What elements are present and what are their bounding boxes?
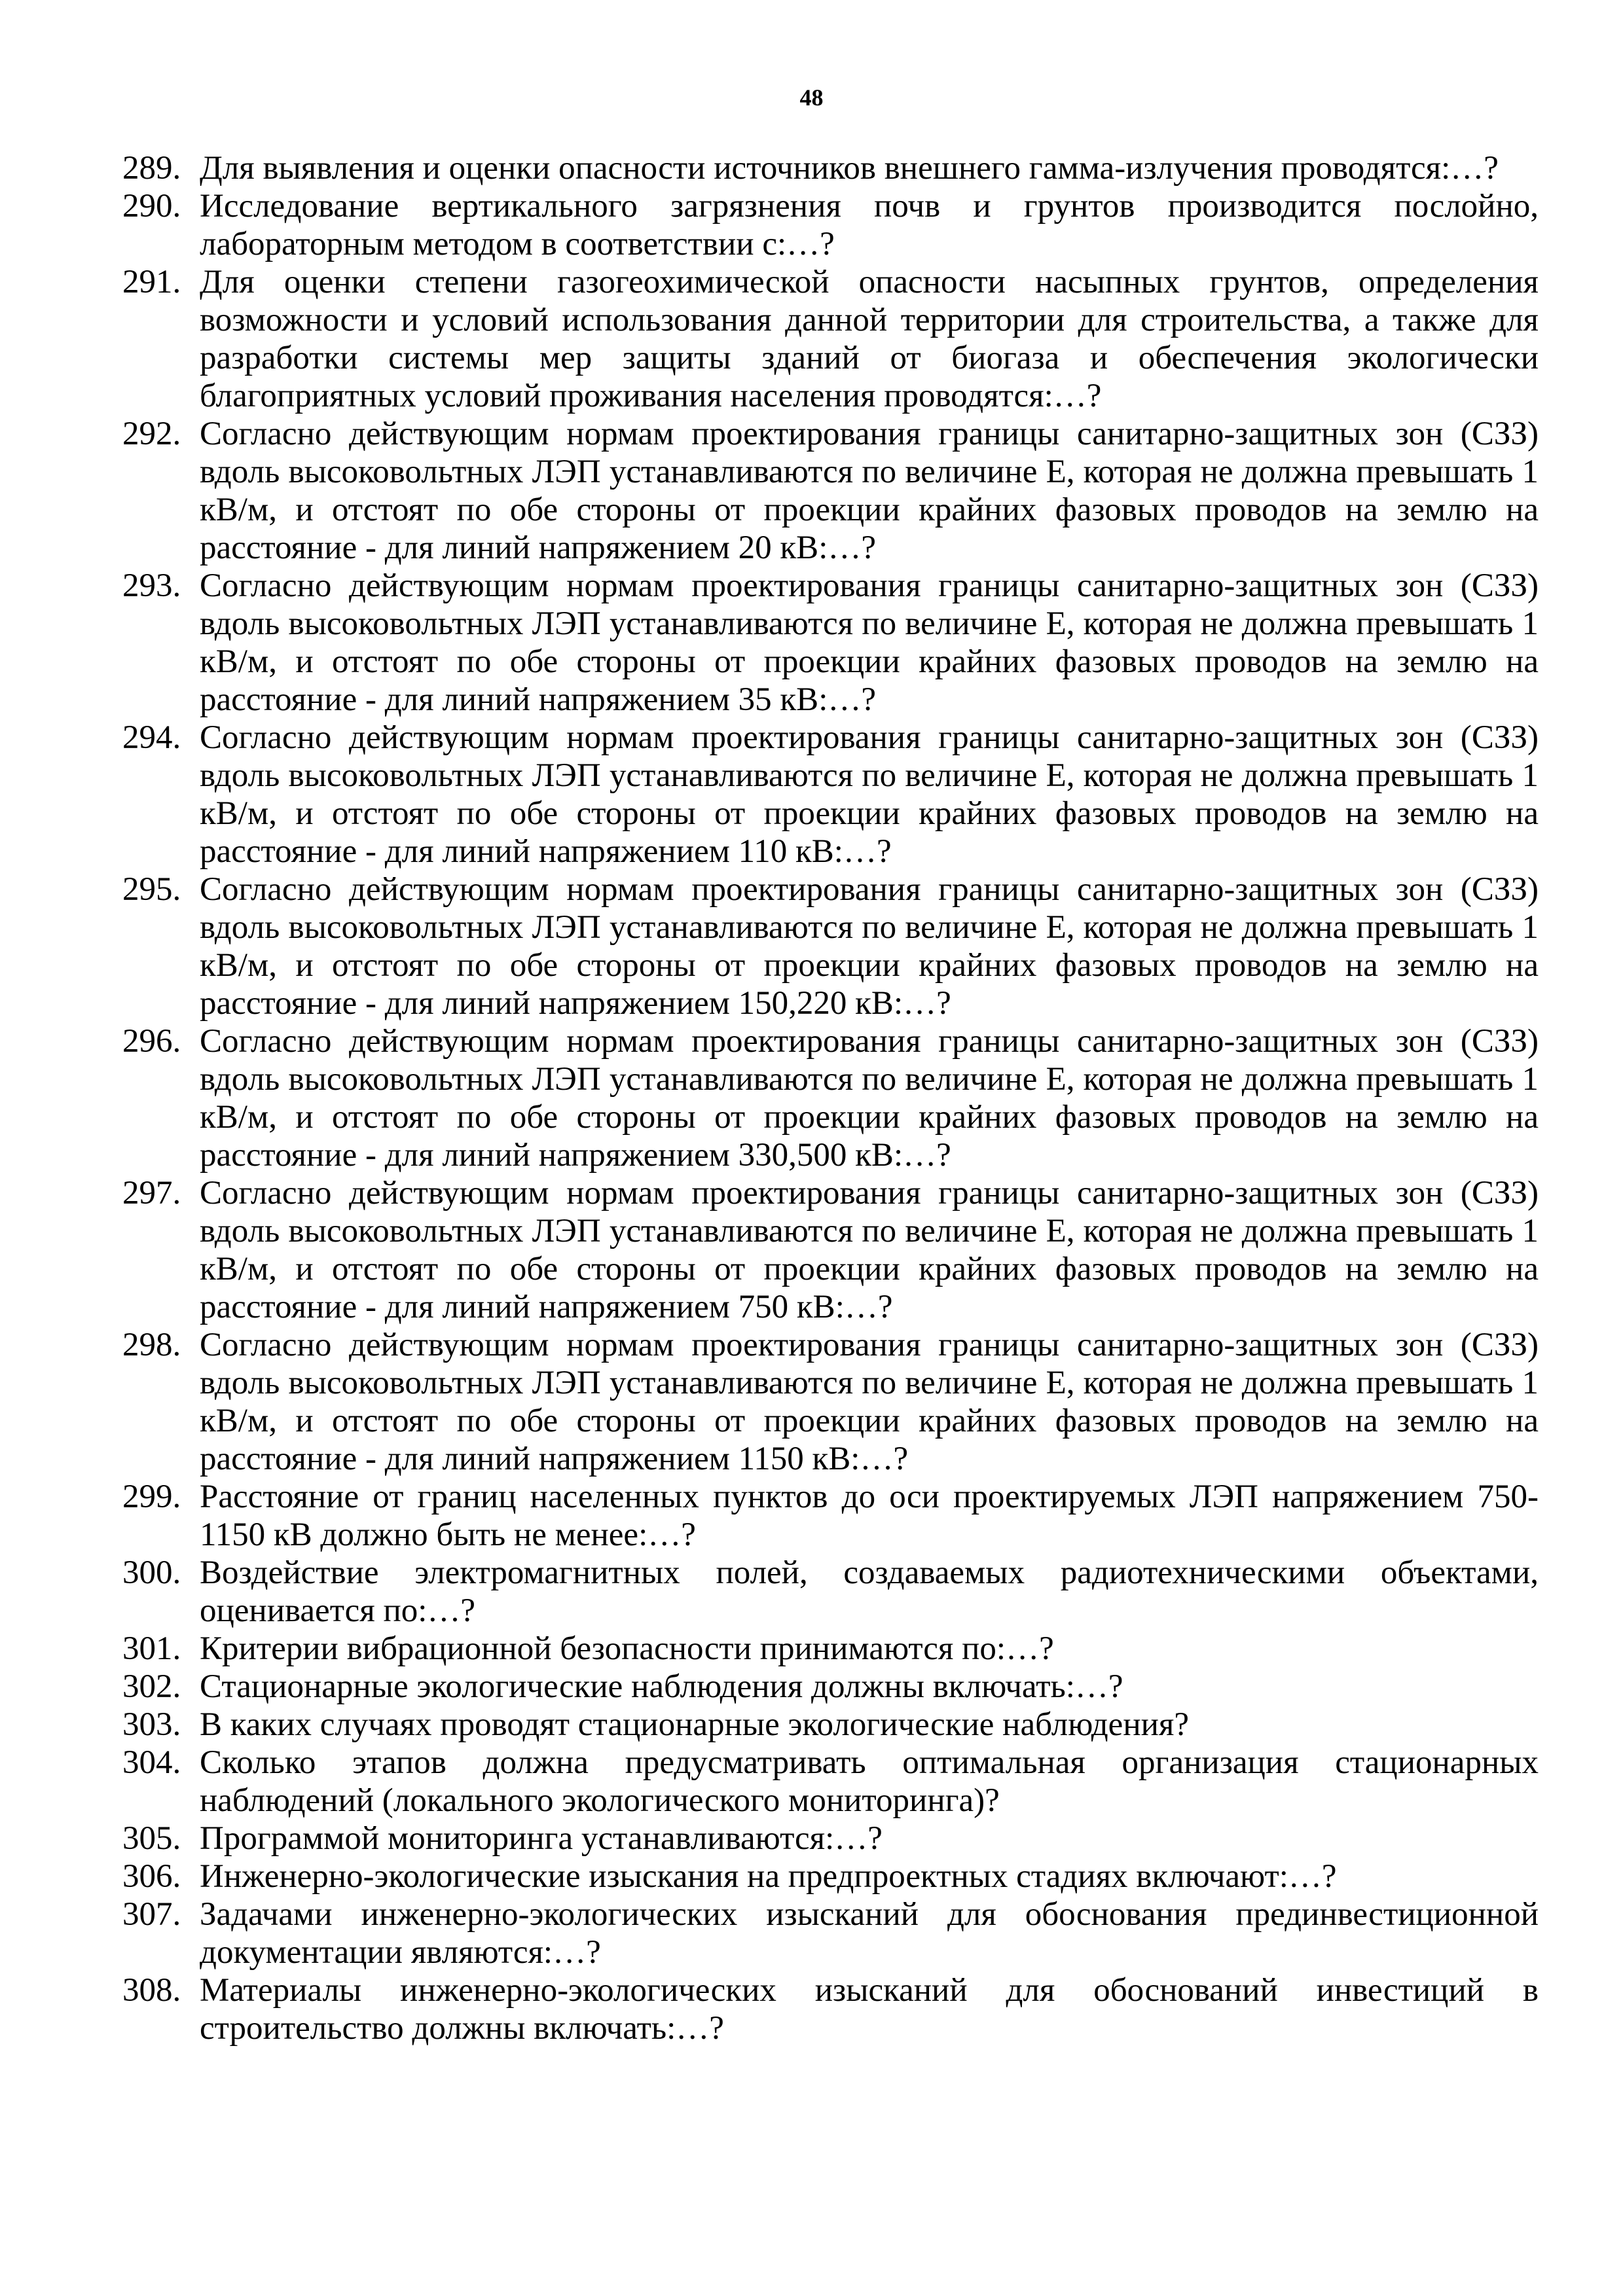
- question-text: Исследование вертикального загрязнения почв и грунтов производится послойно, лабораторным методом в соответствии с:…?: [200, 188, 1539, 262]
- question-text: Воздействие электромагнитных полей, создаваемых радиотехническими объектами, оценивается по:…?: [200, 1554, 1539, 1629]
- question-item: [115, 567, 1539, 719]
- question-number: 304.: [122, 1744, 181, 1781]
- question-item: [115, 1326, 1539, 1478]
- question-number: 293.: [122, 567, 181, 604]
- question-item: [115, 1630, 1539, 1668]
- question-item: [115, 187, 1539, 263]
- question-number: 290.: [122, 188, 181, 224]
- question-text: Критерии вибрационной безопасности принимаются по:…?: [200, 1630, 1054, 1667]
- question-item: [115, 1174, 1539, 1326]
- question-text: Стационарные экологические наблюдения должны включать:…?: [200, 1668, 1123, 1705]
- question-item: [115, 1668, 1539, 1706]
- question-item: [115, 1857, 1539, 1895]
- question-number: 297.: [122, 1175, 181, 1211]
- question-item: [115, 719, 1539, 870]
- question-number: 298.: [122, 1327, 181, 1363]
- question-text: Согласно действующим нормам проектирования границы санитарно-защитных зон (СЗЗ) вдоль высоковольтных ЛЭП устанавливаются по величине Е, которая не должна превышать 1 кВ/м, и отстоят по обе стороны от проекции крайних фазовых проводов на землю на расстояние - для линий напряжением 1150 кВ:…?: [200, 1327, 1539, 1477]
- question-text: Для выявления и оценки опасности источников внешнего гамма-излучения проводятся:…?: [200, 150, 1499, 187]
- question-text: Согласно действующим нормам проектирования границы санитарно-защитных зон (СЗЗ) вдоль высоковольтных ЛЭП устанавливаются по величине Е, которая не должна превышать 1 кВ/м, и отстоят по обе стороны от проекции крайних фазовых проводов на землю на расстояние - для линий напряжением 110 кВ:…?: [200, 719, 1539, 870]
- question-item: [115, 870, 1539, 1022]
- question-text: Сколько этапов должна предусматривать оптимальная организация стационарных наблюдений (локального экологического мониторинга)?: [200, 1744, 1539, 1819]
- question-number: 305.: [122, 1820, 181, 1857]
- question-number: 307.: [122, 1896, 181, 1933]
- question-item: [115, 1022, 1539, 1174]
- question-number: 292.: [122, 416, 181, 452]
- question-text: Согласно действующим нормам проектирования границы санитарно-защитных зон (СЗЗ) вдоль высоковольтных ЛЭП устанавливаются по величине Е, которая не должна превышать 1 кВ/м, и отстоят по обе стороны от проекции крайних фазовых проводов на землю на расстояние - для линий напряжением 750 кВ:…?: [200, 1175, 1539, 1325]
- question-number: 299.: [122, 1479, 181, 1515]
- question-text: Согласно действующим нормам проектирования границы санитарно-защитных зон (СЗЗ) вдоль высоковольтных ЛЭП устанавливаются по величине Е, которая не должна превышать 1 кВ/м, и отстоят по обе стороны от проекции крайних фазовых проводов на землю на расстояние - для линий напряжением 330,500 кВ:…?: [200, 1023, 1539, 1174]
- question-item: [115, 1971, 1539, 2047]
- question-text: Инженерно-экологические изыскания на предпроектных стадиях включают:…?: [200, 1858, 1337, 1895]
- question-text: Согласно действующим нормам проектирования границы санитарно-защитных зон (СЗЗ) вдоль высоковольтных ЛЭП устанавливаются по величине Е, которая не должна превышать 1 кВ/м, и отстоят по обе стороны от проекции крайних фазовых проводов на землю на расстояние - для линий напряжением 20 кВ:…?: [200, 416, 1539, 566]
- question-item: [115, 1478, 1539, 1554]
- question-item: [115, 1895, 1539, 1971]
- question-number: 308.: [122, 1972, 181, 2009]
- question-number: 294.: [122, 719, 181, 756]
- question-item: [115, 263, 1539, 415]
- question-text: В каких случаях проводят стационарные экологические наблюдения?: [200, 1706, 1189, 1743]
- question-text: Расстояние от границ населенных пунктов до оси проектируемых ЛЭП напряжением 750-1150 кВ должно быть не менее:…?: [200, 1479, 1539, 1553]
- question-number: 306.: [122, 1858, 181, 1895]
- question-text: Согласно действующим нормам проектирования границы санитарно-защитных зон (СЗЗ) вдоль высоковольтных ЛЭП устанавливаются по величине Е, которая не должна превышать 1 кВ/м, и отстоят по обе стороны от проекции крайних фазовых проводов на землю на расстояние - для линий напряжением 35 кВ:…?: [200, 567, 1539, 718]
- question-item: [115, 1820, 1539, 1857]
- question-number: 289.: [122, 150, 181, 187]
- question-number: 303.: [122, 1706, 181, 1743]
- question-number: 300.: [122, 1554, 181, 1591]
- question-text: Согласно действующим нормам проектирования границы санитарно-защитных зон (СЗЗ) вдоль высоковольтных ЛЭП устанавливаются по величине Е, которая не должна превышать 1 кВ/м, и отстоят по обе стороны от проекции крайних фазовых проводов на землю на расстояние - для линий напряжением 150,220 кВ:…?: [200, 871, 1539, 1022]
- question-text: Программой мониторинга устанавливаются:…?: [200, 1820, 883, 1857]
- question-item: [115, 415, 1539, 567]
- question-item: [115, 1554, 1539, 1630]
- question-number: 301.: [122, 1630, 181, 1667]
- question-item: [115, 1744, 1539, 1820]
- question-text: Задачами инженерно-экологических изысканий для обоснования прединвестиционной документации являются:…?: [200, 1896, 1539, 1971]
- question-item: [115, 1706, 1539, 1744]
- page-number: 48: [799, 84, 824, 111]
- question-number: 295.: [122, 871, 181, 908]
- question-number: 296.: [122, 1023, 181, 1060]
- question-text: Для оценки степени газогеохимической опасности насыпных грунтов, определения возможности и условий использования данной территории для строительства, а также для разработки системы мер защиты зданий от биогаза и обеспечения экологически благоприятных условий проживания населения проводятся:…?: [200, 264, 1539, 414]
- question-list: [115, 149, 1539, 2047]
- question-item: [115, 149, 1539, 187]
- question-number: 302.: [122, 1668, 181, 1705]
- question-number: 291.: [122, 264, 181, 300]
- question-text: Материалы инженерно-экологических изысканий для обоснований инвестиций в строительство должны включать:…?: [200, 1972, 1539, 2047]
